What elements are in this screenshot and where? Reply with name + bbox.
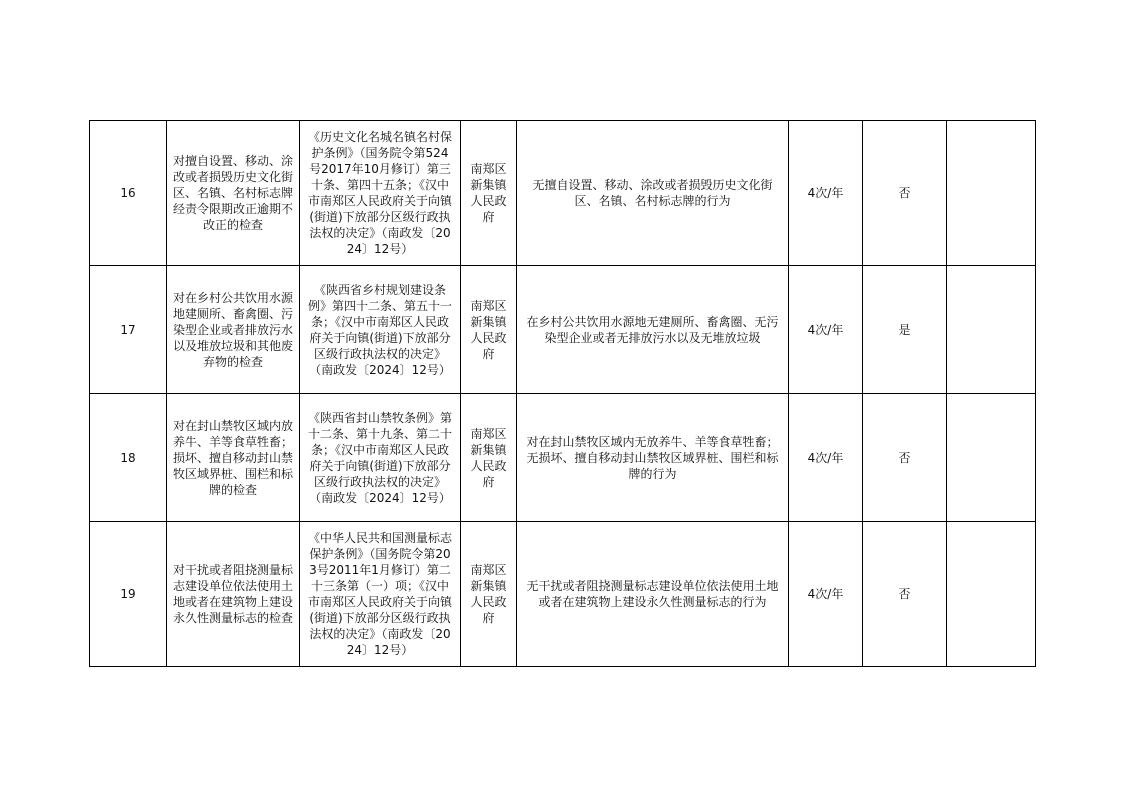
remarks-cell	[947, 121, 1036, 266]
inspection-frequency: 4次/年	[789, 522, 863, 667]
table-row	[90, 266, 1036, 394]
remarks-cell	[947, 522, 1036, 667]
inspection-content: 在乡村公共饮用水源地无建厕所、畜禽圈、无污染型企业或者无排放污水以及无堆放垃圾	[517, 266, 789, 394]
responsible-subject: 南郑区新集镇人民政府	[461, 394, 517, 522]
inspection-frequency: 4次/年	[789, 266, 863, 394]
legal-basis: 《陕西省封山禁牧条例》第十二条、第十九条、第二十条；《汉中市南郑区人民政府关于向镇(街道)下放部分区级行政执法权的决定》（南政发〔2024〕12号）	[300, 394, 461, 522]
inspection-content: 无擅自设置、移动、涂改或者损毁历史文化街区、名镇、名村标志牌的行为	[517, 121, 789, 266]
legal-basis: 《历史文化名城名镇名村保护条例》（国务院令第524号2017年10月修订）第三十条、第四十五条；《汉中市南郑区人民政府关于向镇(街道)下放部分区级行政执法权的决定》（南政发〔2024〕12号）	[300, 121, 461, 266]
legal-basis: 《中华人民共和国测量标志保护条例》（国务院令第203号2011年1月修订）第二十三条第（一）项；《汉中市南郑区人民政府关于向镇(街道)下放部分区级行政执法权的决定》（南政发〔2024〕12号）	[300, 522, 461, 667]
inspection-item: 对干扰或者阻挠测量标志建设单位依法使用土地或者在建筑物上建设永久性测量标志的检查	[167, 522, 300, 667]
yes-no-flag: 是	[863, 266, 947, 394]
inspection-item: 对擅自设置、移动、涂改或者损毁历史文化街区、名镇、名村标志牌经责令限期改正逾期不改正的检查	[167, 121, 300, 266]
inspection-table	[89, 120, 1036, 667]
legal-basis: 《陕西省乡村规划建设条例》第四十二条、第五十一条；《汉中市南郑区人民政府关于向镇(街道)下放部分区级行政执法权的决定》（南政发〔2024〕12号）	[300, 266, 461, 394]
row-number: 19	[90, 522, 167, 667]
inspection-item: 对在封山禁牧区域内放养牛、羊等食草牲畜；损坏、擅自移动封山禁牧区域界桩、围栏和标牌的检查	[167, 394, 300, 522]
remarks-cell	[947, 266, 1036, 394]
row-number: 17	[90, 266, 167, 394]
table-row	[90, 394, 1036, 522]
remarks-cell	[947, 394, 1036, 522]
row-number: 18	[90, 394, 167, 522]
row-number: 16	[90, 121, 167, 266]
inspection-frequency: 4次/年	[789, 121, 863, 266]
table-row	[90, 121, 1036, 266]
table-row	[90, 522, 1036, 667]
responsible-subject: 南郑区新集镇人民政府	[461, 522, 517, 667]
yes-no-flag: 否	[863, 121, 947, 266]
inspection-content: 对在封山禁牧区域内无放养牛、羊等食草牲畜；无损坏、擅自移动封山禁牧区域界桩、围栏和标牌的行为	[517, 394, 789, 522]
yes-no-flag: 否	[863, 394, 947, 522]
responsible-subject: 南郑区新集镇人民政府	[461, 266, 517, 394]
inspection-item: 对在乡村公共饮用水源地建厕所、畜禽圈、污染型企业或者排放污水以及堆放垃圾和其他废弃物的检查	[167, 266, 300, 394]
yes-no-flag: 否	[863, 522, 947, 667]
inspection-frequency: 4次/年	[789, 394, 863, 522]
inspection-content: 无干扰或者阻挠测量标志建设单位依法使用土地或者在建筑物上建设永久性测量标志的行为	[517, 522, 789, 667]
responsible-subject: 南郑区新集镇人民政府	[461, 121, 517, 266]
